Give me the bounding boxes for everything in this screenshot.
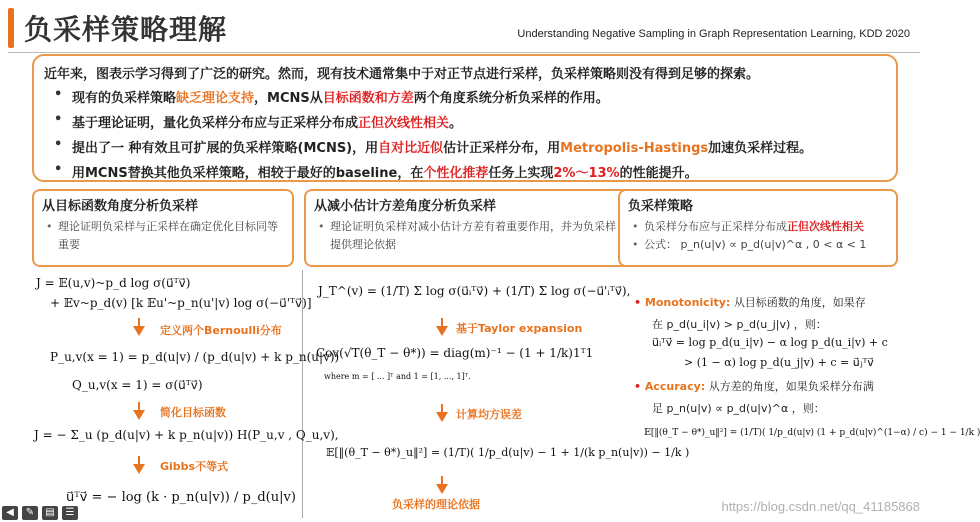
objective-equation-negative: + 𝔼v~p_d(v) [k 𝔼u'~p_n(u'|v) log σ(−u⃗'ᵀv⃗)] [50, 296, 312, 310]
box-text: • 理论证明负采样与正采样在确定优化目标同等重要 [58, 218, 284, 254]
covariance-equation: Cov(√T(θ_T − θ*)) = diag(m)⁻¹ − (1 + 1/k)1ᵀ1 [316, 346, 594, 360]
down-arrow-icon [436, 326, 448, 336]
text: 的性能提升。 [619, 166, 698, 181]
intro-bullet-4 [72, 162, 886, 181]
monotonicity-equation-1: u⃗ᵢᵀv⃗ = log p_d(u_i|v) − α log p_d(u_i|v) + c [652, 336, 888, 349]
down-arrow-icon [133, 464, 145, 474]
text: 负采样分布应与正采样分布成 [644, 220, 787, 233]
step-label: 基于Taylor expansion [456, 322, 583, 335]
intro-lead: 近年来，图表示学习得到了广泛的研究。然而，现有技术通常集中于对正节点进行采样，负采样策略则没有得到足够的探索。 [44, 67, 760, 82]
text: 用MCNS替换其他负采样策略，相较于最好的baseline，在 [72, 166, 424, 181]
slide-toolbar [2, 506, 78, 520]
down-arrow-icon [133, 410, 145, 420]
highlight: 目标函数和方差 [322, 91, 414, 106]
text: 现有的负采样策略 [72, 91, 177, 106]
label: Accuracy: [644, 380, 706, 393]
highlight: 缺乏理论支持 [176, 91, 255, 106]
monotonicity-condition: 在 p_d(u_i|v) > p_d(u_j|v) ，则： [652, 318, 827, 331]
step-label: 计算均方误差 [456, 408, 522, 421]
text: 从方差的角度，如果负采样分布满 [708, 380, 874, 393]
box-text: • 理论证明负采样对减小估计方差有着重要作用，并为负采样提供理论依据 [330, 218, 624, 254]
step-label: Gibbs不等式 [160, 460, 229, 473]
watermark: https://blog.csdn.net/qq_41185868 [721, 499, 920, 514]
box-title: 负采样策略 [628, 199, 694, 214]
box-title: 从目标函数角度分析负采样 [42, 199, 199, 214]
bernoulli-q-equation: Q_u,v(x = 1) = σ(u⃗ᵀv⃗) [72, 378, 203, 392]
empirical-objective-equation: J_T^(v) = (1/T) Σ log σ(u⃗ᵢᵀv⃗) + (1/T) Σ log σ(−u⃗'ᵢᵀv⃗), [318, 284, 631, 298]
monotonicity-bullet [634, 294, 866, 310]
text: ，MCNS从 [254, 91, 323, 106]
step-label: 简化目标函数 [160, 406, 226, 419]
paper-reference: Understanding Negative Sampling in Graph Representation Learning, KDD 2020 [517, 28, 910, 40]
highlight: 正但次线性相关 [787, 220, 864, 233]
simplified-objective-equation: J = − Σ_u (p_d(u|v) + k p_n(u|v)) H(P_u,v , Q_u,v), [34, 428, 339, 442]
header-divider [8, 52, 920, 53]
mse-equation: 𝔼[‖(θ_T − θ*)_u‖²] = (1/T)( 1/p_d(u|v) − 1 + 1/(k p_n(u|v)) − 1/k ) [326, 446, 690, 459]
text: 估计正采样分布，用 [443, 141, 561, 156]
slides-icon[interactable]: ▤ [42, 506, 58, 520]
objective-equation: J = 𝔼(u,v)~p_d log σ(u⃗ᵀv⃗) [36, 276, 191, 290]
title-accent-bar [8, 8, 14, 48]
step-label: 负采样的理论依据 [392, 498, 480, 511]
text: 加速负采样过程。 [708, 141, 813, 156]
step-label: 定义两个Bernoulli分布 [160, 324, 282, 337]
box-title: 从减小估计方差角度分析负采样 [314, 199, 497, 214]
accuracy-condition: 足 p_n(u|v) ∝ p_d(u|v)^α ，则： [652, 402, 825, 415]
covariance-note: where m = [ ... ]ᵀ and 1 = [1, ..., 1]ᵀ. [324, 372, 471, 381]
accuracy-bullet [634, 378, 874, 394]
text: 。 [449, 116, 463, 131]
intro-bullet-2 [72, 112, 886, 131]
pen-icon[interactable]: ✎ [22, 506, 38, 520]
text: 提出了一 种有效且可扩展的负采样策略(MCNS)，用 [72, 141, 379, 156]
text: 从目标函数的角度，如果存 [733, 296, 866, 309]
intro-bullet-1 [72, 87, 886, 106]
bullet-dot: • [634, 380, 645, 393]
bernoulli-p-equation: P_u,v(x = 1) = p_d(u|v) / (p_d(u|v) + k p_n(u|v)) [50, 350, 340, 364]
bullet-dot: • [634, 296, 645, 309]
intro-bullets [44, 87, 886, 181]
intro-box [32, 54, 898, 182]
page-title: 负采样策略理解 [24, 13, 228, 46]
accuracy-equation: 𝔼[‖(θ_T − θ*)_u‖²] = (1/T)( 1/p_d(u|v) (1 + p_d(u|v)^(1−α) / c) − 1 − 1/k ) [644, 428, 980, 438]
text: 基于理论证明，量化负采样分布应与正采样分布成 [72, 116, 359, 131]
highlight: 自对比近似 [378, 141, 444, 156]
variance-analysis-box [304, 189, 634, 267]
box-text [644, 218, 888, 236]
down-arrow-icon [133, 326, 145, 336]
menu-icon[interactable]: ☰ [62, 506, 78, 520]
gibbs-result-equation: u⃗ᵀv⃗ = − log (k · p_n(u|v)) / p_d(u|v) [66, 490, 296, 505]
down-arrow-icon [436, 484, 448, 494]
label: Monotonicity: [644, 296, 731, 309]
formula-text: • 公式： p_n(u|v) ∝ p_d(u|v)^α , 0 < α < 1 [644, 236, 888, 254]
monotonicity-equation-2: > (1 − α) log p_d(u_j|v) + c = u⃗ⱼᵀv⃗ [684, 356, 874, 369]
objective-analysis-box [32, 189, 294, 267]
down-arrow-icon [436, 412, 448, 422]
highlight: 正但次线性相关 [358, 116, 450, 131]
highlight: 2%～13% [553, 166, 620, 181]
text: 任务上实现 [488, 166, 554, 181]
strategy-box [618, 189, 898, 267]
back-arrow-icon[interactable]: ◀ [2, 506, 18, 520]
highlight: Metropolis-Hastings [560, 141, 709, 156]
text: 两个角度系统分析负采样的作用。 [413, 91, 609, 106]
intro-bullet-3 [72, 137, 886, 156]
highlight: 个性化推荐 [423, 166, 489, 181]
